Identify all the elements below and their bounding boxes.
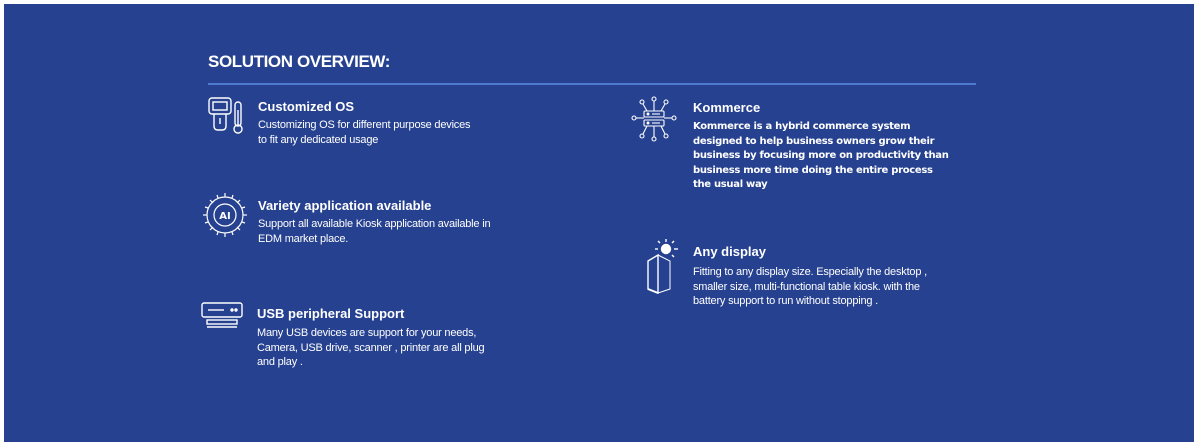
feature-any-display <box>644 239 974 309</box>
feature-customized-os <box>207 96 527 156</box>
feature-title: Any display <box>693 244 766 259</box>
feature-description: Fitting to any display size. Especially the desktop , smaller size, multi-functional table kiosk. with the battery support to run without stopping . <box>693 266 927 307</box>
feature-description: Support all available Kiosk application available in EDM market place. <box>258 218 491 245</box>
feature-description: Many USB devices are support for your needs, Camera, USB drive, scanner , printer are all plug and play . <box>257 327 485 368</box>
display-light-icon <box>644 239 680 300</box>
feature-title: Variety application available <box>258 198 432 213</box>
feature-variety-application <box>202 192 542 252</box>
ai-chip-label: AI <box>219 211 231 222</box>
section-title: SOLUTION OVERVIEW: <box>208 52 391 71</box>
feature-title: Customized OS <box>258 99 355 114</box>
feature-description: Customizing OS for different purpose devices to fit any dedicated usage <box>258 119 471 146</box>
section-divider <box>208 83 976 85</box>
ai-chip-icon <box>202 192 248 243</box>
feature-kommerce <box>630 95 950 195</box>
feature-title: Kommerce <box>693 100 761 115</box>
feature-usb-peripheral <box>200 300 540 372</box>
feature-description: Kommerce is a hybrid commerce system designed to help business owners grow their business by focusing more on productivity than business more time doing the entire process the usual way <box>693 121 949 190</box>
solution-overview-panel <box>4 4 1194 442</box>
network-server-icon <box>630 95 678 148</box>
device-thermometer-icon <box>207 96 247 141</box>
feature-title: USB peripheral Support <box>257 306 405 321</box>
usb-hub-icon <box>200 300 244 335</box>
